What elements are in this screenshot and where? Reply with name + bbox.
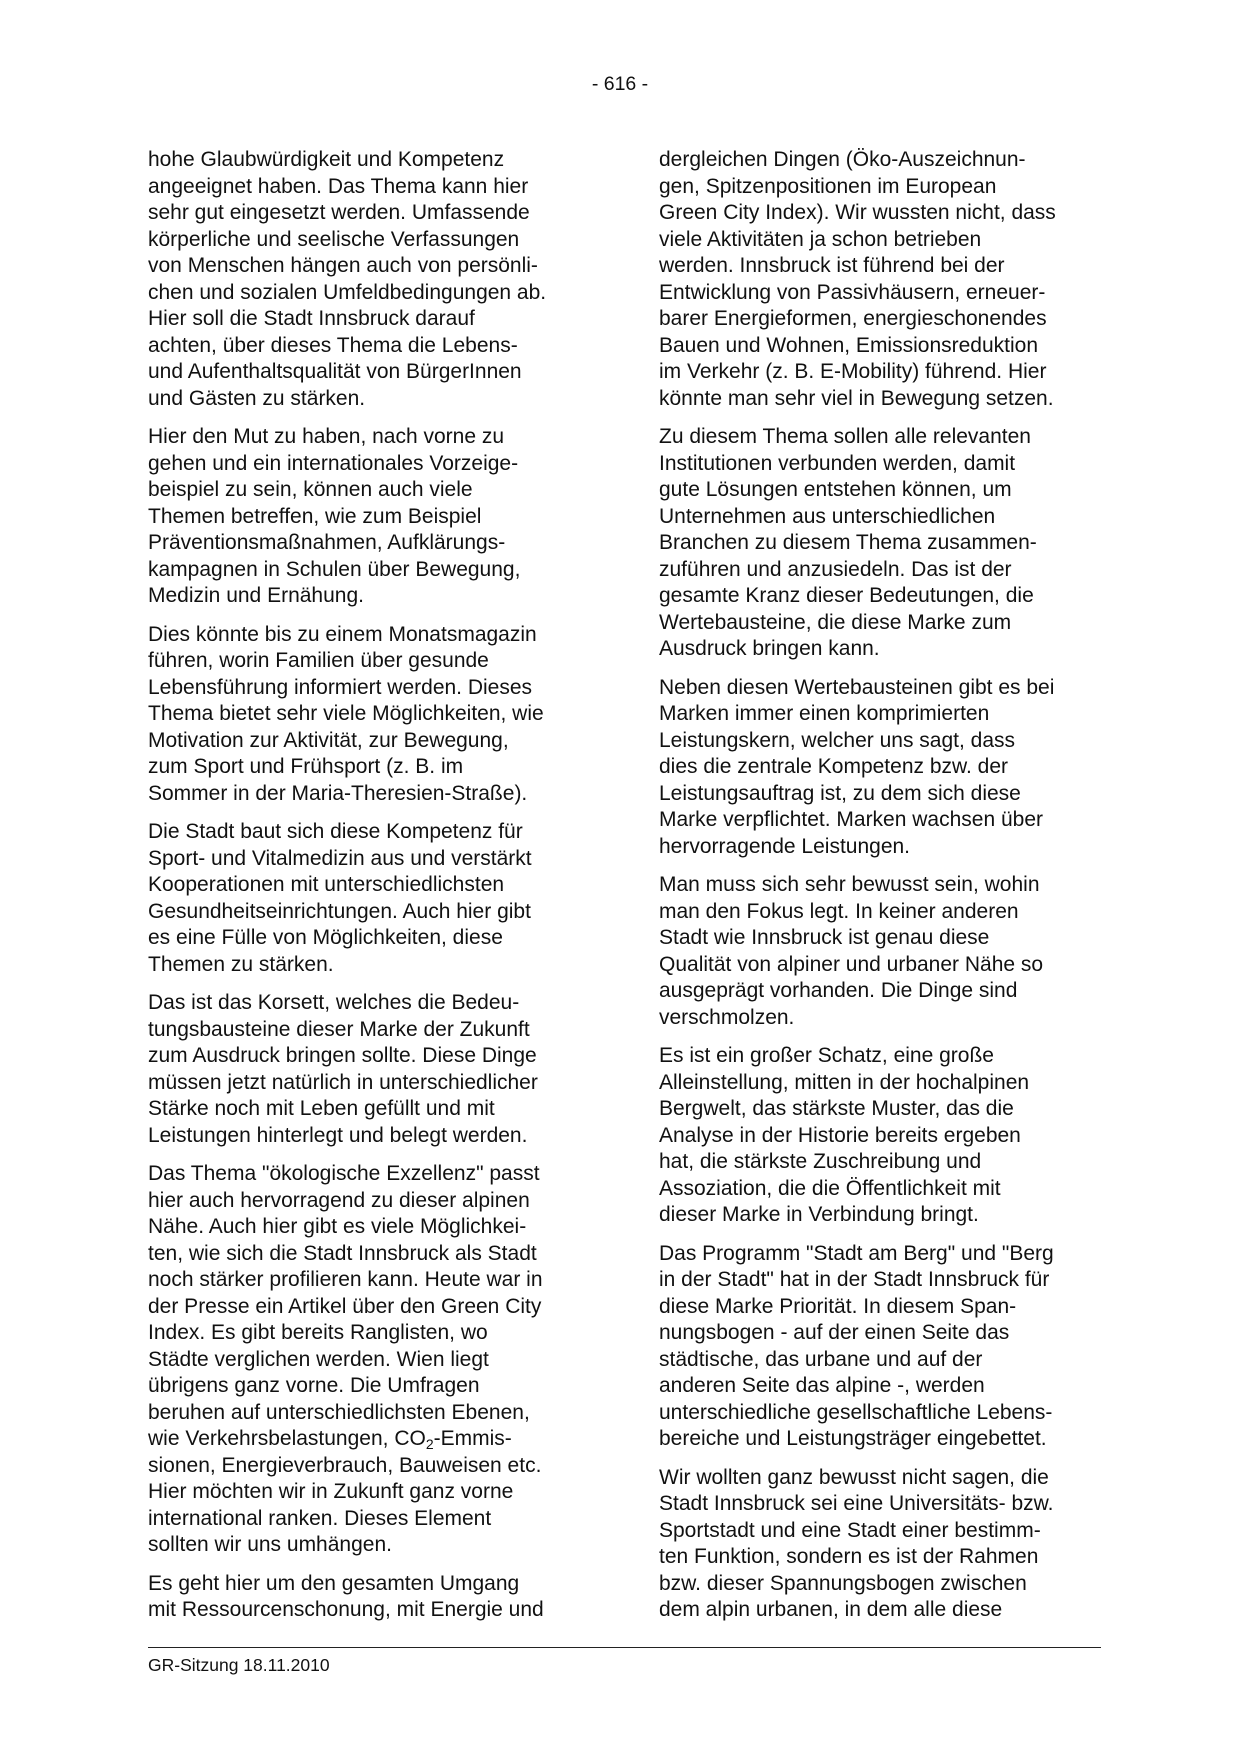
text-line: Themen zu stärken. <box>148 952 334 976</box>
text-line: gen, Spitzenpositionen im European <box>659 174 997 198</box>
text-line: hohe Glaubwürdigkeit und Kompetenz <box>148 148 505 171</box>
text-line: Bauen und Wohnen, Emissionsreduktion <box>659 333 1039 357</box>
text-line: Stadt wie Innsbruck ist genau diese <box>659 926 990 949</box>
text-line: Es geht hier um den gesamten Umgang <box>148 1571 520 1595</box>
paragraph-oekologische-exzellenz <box>148 1161 596 1559</box>
paragraph <box>659 1241 1107 1453</box>
paragraph <box>659 675 1107 861</box>
text-line: Es ist ein großer Schatz, eine große <box>659 1044 994 1067</box>
paragraph <box>148 147 596 412</box>
text-line: und Aufenthaltsqualität von BürgerInnen <box>148 360 522 383</box>
text-line: Hier soll die Stadt Innsbruck darauf <box>148 307 475 330</box>
text-line: Assoziation, die die Öffentlichkeit mit <box>659 1176 1001 1200</box>
text-line: Nähe. Auch hier gibt es viele Möglichkei- <box>148 1215 527 1238</box>
text-line: könnte man sehr viel in Bewegung setzen. <box>659 386 1054 410</box>
text-line: Hier den Mut zu haben, nach vorne zu <box>148 425 505 448</box>
text-line: noch stärker profilieren kann. Heute war in <box>148 1268 543 1291</box>
text-line: Green City Index). Wir wussten nicht, dass <box>659 201 1056 224</box>
text-line: Branchen zu diesem Thema zusammen- <box>659 531 1037 554</box>
text-line: Das ist das Korsett, welches die Bedeu- <box>148 991 520 1014</box>
text-line: Sommer in der Maria-Theresien-Straße). <box>148 781 528 805</box>
footer-session-date: GR-Sitzung 18.11.2010 <box>148 1655 330 1675</box>
paragraph <box>148 819 596 978</box>
text-line: hervorragende Leistungen. <box>659 834 911 858</box>
text-line: Man muss sich sehr bewusst sein, wohin <box>659 873 1040 896</box>
text-line: angeeignet haben. Das Thema kann hier <box>148 174 529 198</box>
co2-subscript: 2 <box>425 1436 434 1452</box>
text-line: mit Ressourcenschonung, mit Energie und <box>148 1598 544 1621</box>
text-line: Städte verglichen werden. Wien liegt <box>148 1347 489 1371</box>
text-line: zuführen und anzusiedeln. Das ist der <box>659 557 1012 581</box>
text-line: bzw. dieser Spannungsbogen zwischen <box>659 1571 1027 1595</box>
text-line: es eine Fülle von Möglichkeiten, diese <box>148 926 503 949</box>
text-line: im Verkehr (z. B. E-Mobility) führend. Hier <box>659 360 1047 383</box>
text-line: Bergwelt, das stärkste Muster, das die <box>659 1097 1014 1120</box>
paragraph <box>659 1465 1107 1624</box>
text-line: Analyse in der Historie bereits ergeben <box>659 1123 1021 1147</box>
text-line: dieser Marke in Verbindung bringt. <box>659 1203 979 1226</box>
text-line: Die Stadt baut sich diese Kompetenz für <box>148 820 523 843</box>
paragraph <box>148 622 596 808</box>
page-number: - 616 - <box>591 73 649 95</box>
text-line: Wertebausteine, die diese Marke zum <box>659 610 1012 634</box>
footer-divider <box>148 1647 1101 1648</box>
text-line: beruhen auf unterschiedlichsten Ebenen, <box>148 1400 530 1424</box>
text-line-co2 <box>148 1426 596 1453</box>
text-line: übrigens ganz vorne. Die Umfragen <box>148 1374 480 1397</box>
text-line: Lebensführung informiert werden. Dieses <box>148 675 533 699</box>
text-line: ten, wie sich die Stadt Innsbruck als Stadt <box>148 1241 537 1265</box>
text-line: Institutionen verbunden werden, damit <box>659 451 1016 475</box>
text-line: Leistungsauftrag ist, zu dem sich diese <box>659 781 1021 805</box>
text-line: Gesundheitseinrichtungen. Auch hier gibt <box>148 899 531 923</box>
paragraph <box>148 424 596 610</box>
text-line: Themen betreffen, wie zum Beispiel <box>148 504 482 528</box>
text-line: kampagnen in Schulen über Bewegung, <box>148 557 521 581</box>
paragraph <box>659 147 1107 412</box>
text-line: Präventionsmaßnahmen, Aufklärungs- <box>148 531 506 554</box>
text-line: Motivation zur Aktivität, zur Bewegung, <box>148 728 509 752</box>
text-line: müssen jetzt natürlich in unterschiedlicher <box>148 1070 538 1094</box>
text-line: gute Lösungen entstehen können, um <box>659 478 1012 501</box>
text-line: dergleichen Dingen (Öko-Auszeichnun- <box>659 148 1026 171</box>
text-line: gesamte Kranz dieser Bedeutungen, die <box>659 584 1034 607</box>
text-line: Thema bietet sehr viele Möglichkeiten, wie <box>148 702 544 725</box>
text-line: barer Energieformen, energieschonendes <box>659 307 1047 330</box>
text-line: Sport- und Vitalmedizin aus und verstärkt <box>148 846 532 870</box>
text-line: und Gästen zu stärken. <box>148 386 366 410</box>
text-line: Das Programm "Stadt am Berg" und "Berg <box>659 1241 1054 1265</box>
text-line: tungsbausteine dieser Marke der Zukunft <box>148 1017 530 1041</box>
text-line: diese Marke Priorität. In diesem Span- <box>659 1294 1017 1318</box>
right-column <box>659 147 1107 1636</box>
text-line: Medizin und Ernähung. <box>148 584 364 607</box>
paragraph <box>659 1043 1107 1229</box>
text-line: hat, die stärkste Zuschreibung und <box>659 1150 982 1173</box>
text-line: beispiel zu sein, können auch viele <box>148 478 473 501</box>
text-line: Marke verpflichtet. Marken wachsen über <box>659 808 1043 831</box>
text-line: Hier möchten wir in Zukunft ganz vorne <box>148 1480 514 1503</box>
text-line: Dies könnte bis zu einem Monatsmagazin <box>148 622 537 646</box>
text-line: Wir wollten ganz bewusst nicht sagen, die <box>659 1465 1049 1489</box>
text-line: Das Thema "ökologische Exzellenz" passt <box>148 1162 540 1185</box>
text-line: führen, worin Familien über gesunde <box>148 649 489 672</box>
text-line: Neben diesen Wertebausteinen gibt es bei <box>659 675 1055 699</box>
co2-suffix: -Emmis- <box>433 1427 512 1450</box>
text-line: sehr gut eingesetzt werden. Umfassende <box>148 201 530 224</box>
text-line: ausgeprägt vorhanden. Die Dinge sind <box>659 979 1018 1002</box>
text-line: Stärke noch mit Leben gefüllt und mit <box>148 1097 495 1120</box>
text-line: Unternehmen aus unterschiedlichen <box>659 504 996 528</box>
left-column <box>148 147 596 1636</box>
text-line: international ranken. Dieses Element <box>148 1506 492 1530</box>
paragraph <box>659 872 1107 1031</box>
text-line: verschmolzen. <box>659 1005 795 1029</box>
paragraph <box>659 424 1107 663</box>
paragraph <box>148 990 596 1149</box>
text-line: in der Stadt" hat in der Stadt Innsbruck für <box>659 1268 1050 1291</box>
text-line: Ausdruck bringen kann. <box>659 637 880 660</box>
text-line: Leistungskern, welcher uns sagt, dass <box>659 728 1016 752</box>
text-line: Leistungen hinterlegt und belegt werden. <box>148 1123 528 1147</box>
text-line: viele Aktivitäten ja schon betrieben <box>659 227 982 251</box>
text-line: städtische, das urbane und auf der <box>659 1347 983 1371</box>
text-line: nungsbogen - auf der einen Seite das <box>659 1321 1010 1344</box>
text-line: Sportstadt und eine Stadt einer bestimm- <box>659 1518 1041 1542</box>
text-line: zum Ausdruck bringen sollte. Diese Dinge <box>148 1044 537 1067</box>
text-line: unterschiedliche gesellschaftliche Lebens- <box>659 1400 1053 1424</box>
text-line: Qualität von alpiner und urbaner Nähe so <box>659 952 1044 976</box>
text-line: sollten wir uns umhängen. <box>148 1533 392 1556</box>
paragraph <box>148 1571 596 1624</box>
text-line: ten Funktion, sondern es ist der Rahmen <box>659 1545 1039 1568</box>
text-line: gehen und ein internationales Vorzeige- <box>148 451 519 475</box>
text-line: achten, über dieses Thema die Lebens- <box>148 333 518 357</box>
text-line: von Menschen hängen auch von persönli- <box>148 254 538 277</box>
text-line: Kooperationen mit unterschiedlichsten <box>148 873 505 896</box>
co2-prefix: wie Verkehrsbelastungen, CO <box>148 1427 426 1450</box>
text-line: Index. Es gibt bereits Ranglisten, wo <box>148 1321 488 1344</box>
text-line: körperliche und seelische Verfassungen <box>148 227 520 251</box>
text-line: bereiche und Leistungsträger eingebettet. <box>659 1427 1047 1450</box>
text-line: man den Fokus legt. In keiner anderen <box>659 899 1019 923</box>
text-line: dem alpin urbanen, in dem alle diese <box>659 1598 1003 1621</box>
text-line: Marken immer einen komprimierten <box>659 702 990 725</box>
text-line: Zu diesem Thema sollen alle relevanten <box>659 425 1031 448</box>
text-line: Alleinstellung, mitten in der hochalpinen <box>659 1070 1030 1094</box>
text-line: hier auch hervorragend zu dieser alpinen <box>148 1188 530 1212</box>
text-line: werden. Innsbruck ist führend bei der <box>659 254 1005 277</box>
text-line: anderen Seite das alpine -, werden <box>659 1374 985 1397</box>
text-line: zum Sport und Frühsport (z. B. im <box>148 755 464 778</box>
text-line: Entwicklung von Passivhäusern, erneuer- <box>659 280 1046 304</box>
text-line: sionen, Energieverbrauch, Bauweisen etc. <box>148 1453 542 1477</box>
text-line: Stadt Innsbruck sei eine Universitäts- bzw. <box>659 1492 1054 1515</box>
text-line: chen und sozialen Umfeldbedingungen ab. <box>148 280 547 304</box>
text-line: dies die zentrale Kompetenz bzw. der <box>659 755 1009 778</box>
text-line: der Presse ein Artikel über den Green City <box>148 1294 542 1318</box>
